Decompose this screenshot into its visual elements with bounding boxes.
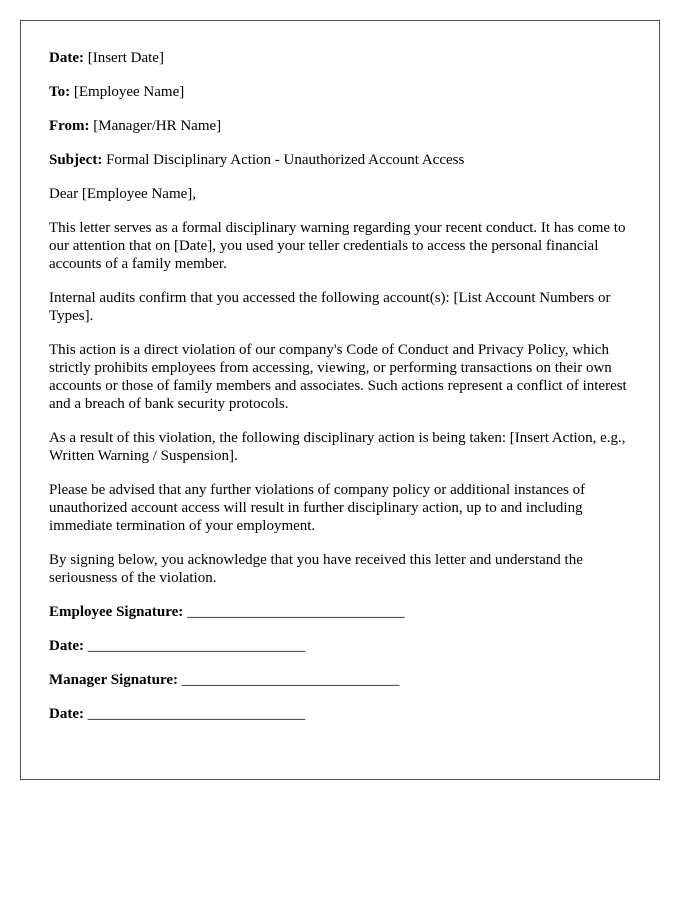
paragraph-audit: Internal audits confirm that you accessed the following account(s): [List Account Numbers or Types]. (49, 290, 611, 324)
paragraph-action: As a result of this violation, the following disciplinary action is being taken: [Insert Action, e.g., Written Warning / Suspension]. (49, 430, 626, 464)
manager-signature-blank[interactable]: _____________________________ (181, 672, 400, 688)
paragraph-warning: Please be advised that any further violations of company policy or additional instances of unauthorized account access will result in further disciplinary action, up to and including immediate termination of your employment. (49, 482, 586, 534)
from-line (49, 117, 631, 135)
paragraph-acknowledgement: By signing below, you acknowledge that you have received this letter and understand the seriousness of the violation. (49, 552, 583, 586)
date-label: Date: (49, 50, 84, 66)
to-value: [Employee Name] (73, 84, 185, 100)
manager-date-blank[interactable]: _____________________________ (87, 706, 306, 722)
subject-value: Formal Disciplinary Action - Unauthorized Account Access (106, 152, 465, 168)
employee-date-blank[interactable]: _____________________________ (87, 638, 306, 654)
to-label: To: (49, 84, 71, 100)
employee-signature-line (49, 603, 631, 621)
from-label: From: (49, 118, 90, 134)
subject-line (49, 151, 631, 169)
subject-label: Subject: (49, 152, 103, 168)
manager-date-line (49, 705, 631, 723)
date-value: [Insert Date] (87, 50, 164, 66)
manager-signature-label: Manager Signature: (49, 672, 179, 688)
from-value: [Manager/HR Name] (93, 118, 222, 134)
employee-date-label: Date: (49, 638, 84, 654)
manager-date-label: Date: (49, 706, 84, 722)
employee-signature-label: Employee Signature: (49, 604, 184, 620)
disciplinary-letter (20, 20, 660, 780)
paragraph-violation: This action is a direct violation of our company's Code of Conduct and Privacy Policy, which strictly prohibits employees from accessing, viewing, or performing transactions on their own accounts or those of family members and associates. Such actions represent a conflict of interest and a breach of bank security protocols. (49, 342, 627, 412)
paragraph-intro: This letter serves as a formal disciplinary warning regarding your recent conduct. It has come to our attention that on [Date], you used your teller credentials to access the personal financial accounts of a family member. (49, 220, 626, 272)
employee-signature-blank[interactable]: _____________________________ (187, 604, 405, 620)
to-line (49, 83, 631, 101)
date-line (49, 49, 631, 67)
manager-signature-line (49, 671, 631, 689)
salutation: Dear [Employee Name], (49, 186, 197, 202)
employee-date-line (49, 637, 631, 655)
